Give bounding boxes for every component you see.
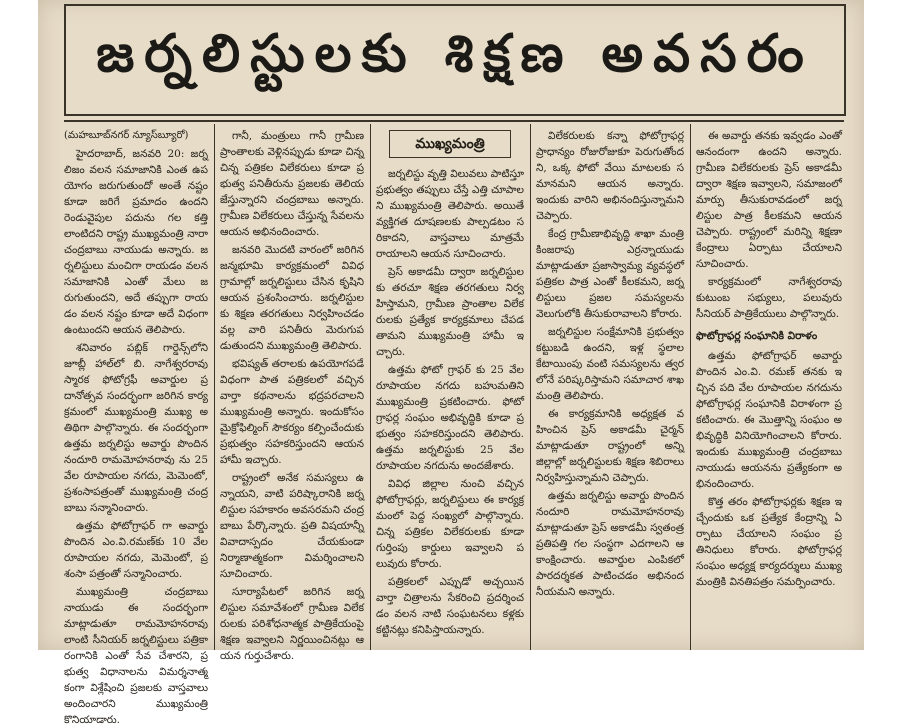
article-column-1 <box>64 128 208 726</box>
paragraph: ఉత్తమ ఫోటోగ్రాఫర్ గా అవార్డు పొందిన ఎం.వి.రమణ్‌కు 10 వేల రూపాయల నగదు, మెమెంటో, ప్రశంసా పత్రంతో సన్మానించారు. <box>64 520 208 580</box>
paragraph: రాష్ట్రంలో అనేక సమస్యలు ఉన్నాయని, వాటి పరిష్కారానికి జర్నలిస్టుల సహకారం అవసరమని చంద్రబాబు పేర్కొన్నారు. ప్రతి విషయాన్నీ వివాదాస్పదం చేయకుండా నిర్మాణాత్మకంగా విమర్శించాలని సూచించారు. <box>220 472 364 580</box>
paragraph: భవిష్యత్ తరాలకు ఉపయోగపడే విధంగా పాత పత్రికలలో వచ్చిన వార్తా కథనాలను భద్రపరచాలని ముఖ్యమంత్రి అన్నారు. ఇందుకోసం మైక్రోఫిల్మింగ్ సౌకర్యం కల్పించేందుకు ప్రభుత్వం సహకరిస్తుందని ఆయన హామీ ఇచ్చారు. <box>220 358 364 466</box>
column-divider <box>690 124 691 650</box>
paragraph: విలేకరులకు కన్నా ఫోటోగ్రాఫర్ల ప్రాధాన్యం రోజురోజుకూ పెరుగుతోందని, ఒక్క ఫోటో వేయి మాటలకు సమానమని ఆయన అన్నారు. ఇందుకు వారిని అభినందిస్తున్నామని చెప్పారు. <box>536 130 684 222</box>
paragraph: ఈ కార్యక్రమానికి అధ్యక్షత వహించిన ప్రెస్ అకాడమీ చైర్మన్ మాట్లాడుతూ రాష్ట్రంలో అన్ని జిల్లాల్లో జర్నలిస్టులకు శిక్షణ శిబిరాలు నిర్వహిస్తున్నామని చెప్పారు. <box>536 408 684 484</box>
paragraph: కొత్త తరం ఫోటోగ్రాఫర్లకు శిక్షణ ఇచ్చేందుకు ఒక ప్రత్యేక కేంద్రాన్ని ఏర్పాటు చేయాలని సంఘం ప్రతినిధులు కోరారు. ఫోటోగ్రాఫర్ల సంఘం అధ్యక్ష కార్యదర్శులు ముఖ్యమంత్రికి వినతిపత్రం సమర్పించారు. <box>696 496 842 588</box>
headline: జర్నలిస్టులకు శిక్షణ అవసరం <box>96 23 814 84</box>
paragraph: కార్యక్రమంలో నాగేశ్వరరావు కుటుంబ సభ్యులు, పలువురు సీనియర్ పాత్రికేయులు పాల్గొన్నారు. <box>696 276 842 320</box>
paragraph: జనవరి మొదటి వారంలో జరిగిన జన్మభూమి కార్యక్రమంలో వివిధ గ్రామాల్లో జర్నలిస్టులు చేసిన కృషిని ఆయన ప్రశంసించారు. జర్నలిస్టులకు శిక్షణ తరగతులు నిర్వహించడం వల్ల వారి పనితీరు మెరుగుపడుతుందని ముఖ్యమంత్రి తెలిపారు. <box>220 244 364 352</box>
subheading-donation: ఫొటోగ్రాఫర్ల సంఘానికి విరాళం <box>696 330 818 342</box>
paragraph: కేంద్ర గ్రామీణాభివృద్ధి శాఖా మంత్రి కింజరాపు ఎర్రన్నాయుడు మాట్లాడుతూ ప్రజాస్వామ్య వ్యవస్థలో పత్రికల పాత్ర ఎంతో కీలకమని, జర్నలిస్టులు ప్రజల సమస్యలను వెలుగులోకి తీసుకురావాలని కోరారు. <box>536 228 684 320</box>
paragraph: ప్రెస్ అకాడమీ ద్వారా జర్నలిస్టులకు తరచూ శిక్షణ తరగతులు నిర్వహిస్తామని, గ్రామీణ ప్రాంతాల విలేకరులకు ప్రత్యేక కార్యక్రమాలు చేపడతామని ముఖ్యమంత్రి హామీ ఇచ్చారు. <box>376 266 524 358</box>
headline-rule <box>64 120 844 122</box>
paragraph: పత్రికలలో ఎప్పుడో అచ్చయిన వార్తా చిత్రాలను సేకరించి ప్రదర్శించడం వలన నాటి సంఘటనలు కళ్లకు కట్టినట్లు కనిపిస్తాయన్నారు. <box>376 576 524 636</box>
paragraph: ఈ అవార్డు తనకు ఇవ్వడం ఎంతో ఆనందంగా ఉందని అన్నారు. గ్రామీణ విలేకరులకు ప్రెస్ అకాడమీ ద్వారా శిక్షణ ఇవ్వాలని, సమాజంలో మార్పు తీసుకురావడంలో జర్నలిస్టుల పాత్ర కీలకమని ఆయన చెప్పారు. రాష్ట్రంలో మరిన్ని శిక్షణా కేంద్రాలు ఏర్పాటు చేయాలని సూచించారు. <box>696 130 842 270</box>
column-divider <box>530 124 531 650</box>
byline: (మహబూబ్‌నగర్ న్యూస్‌బ్యూరో) <box>64 130 189 141</box>
paragraph: ఉత్తమ జర్నలిస్టు అవార్డు పొందిన నందూరి రామమోహనరావు మాట్లాడుతూ ప్రెస్ అకాడమీ స్వతంత్ర ప్రతిపత్తి గల సంస్థగా ఎదగాలని ఆకాంక్షించారు. అవార్డుల ఎంపికలో పారదర్శకత పాటించడం అభినందనీయమని అన్నారు. <box>536 490 684 598</box>
paragraph: ఉత్తమ ఫోటో గ్రాఫర్ కు 25 వేల రూపాయల నగదు బహుమతిని ముఖ్యమంత్రి ప్రకటించారు. ఫోటో గ్రాఫర్ల సంఘం అభివృద్ధికి కూడా ప్రభుత్వం సహకరిస్తుందని తెలిపారు. ఉత్తమ జర్నలిస్టుకు 25 వేల రూపాయల నగదును అందజేశారు. <box>376 364 524 472</box>
article-column-3 <box>376 128 524 648</box>
headline-box <box>64 4 846 116</box>
paragraph: వివిధ జిల్లాల నుంచి వచ్చిన ఫోటోగ్రాఫర్లు, జర్నలిస్టులు ఈ కార్యక్రమంలో పెద్ద సంఖ్యలో పాల్గొన్నారు. చిన్న పత్రికల విలేకరులకు కూడా గుర్తింపు కార్డులు ఇవ్వాలని పలువురు కోరారు. <box>376 478 524 570</box>
article-column-5 <box>696 128 842 648</box>
paragraph: జర్నలిస్టు వృత్తి విలువలు పాటిస్తూ ప్రభుత్వం తప్పులు చేస్తే ఎత్తి చూపాలని ముఖ్యమంత్రి తెలిపారు. అయితే వ్యక్తిగత దూషణలకు పాల్పడటం సరికాదని, వాస్తవాలు మాత్రమే రాయాలని ఆయన సూచించారు. <box>376 168 524 260</box>
paragraph: గానీ, మంత్రులు గానీ గ్రామీణ ప్రాంతాలకు వెళ్లినప్పుడు కూడా చిన్న చిన్న పత్రికల విలేకరులు కూడా ప్రభుత్వ పనితీరును ప్రజలకు తెలియజేస్తున్నారని చంద్రబాబు అన్నారు. గ్రామీణ విలేకరులు చేస్తున్న సేవలను ఆయన అభినందించారు. <box>220 130 364 238</box>
newspaper-clipping <box>38 0 864 726</box>
column-divider <box>370 124 371 650</box>
article-column-4 <box>536 128 684 648</box>
paragraph: హైదరాబాద్, జనవరి 20: జర్నలిజం వలన సమాజానికి ఎంత ఉపయోగం జరుగుతుందో అంతే నష్టం కూడా జరిగే ప్రమాదం ఉందని రెండువైపుల పదును గల కత్తి లాంటిదని రాష్ట్ర ముఖ్యమంత్రి నారా చంద్రబాబు నాయుడు అన్నారు. జర్నలిస్టులు మంచిగా రాయడం వలన సమాజానికి ఎంతో మేలు జరుగుతుందని, అదే తప్పుగా రాయడం వలన నష్టం కూడా అదే విధంగా ఉంటుందని ఆయన తెలిపారు. <box>64 148 208 336</box>
paragraph: సూర్యాపేటలో జరిగిన జర్నలిస్టుల సమావేశంలో గ్రామీణ విలేకరులకు పరిశోధనాత్మక పాత్రికేయంపై శిక్షణ ఇవ్వాలని నిర్ణయించినట్లు ఆయన గుర్తుచేశారు. <box>220 586 364 662</box>
paragraph: శనివారం పబ్లిక్ గార్డెన్స్‌లోని జూబ్లీ హాల్‌లో బి. నాగేశ్వరరావు స్మారక ఫోటోగ్రఫీ అవార్డుల ప్రదానోత్సవ సందర్భంగా జరిగిన కార్యక్రమంలో ముఖ్యమంత్రి ముఖ్య అతిథిగా పాల్గొన్నారు. ఈ సందర్భంగా ఉత్తమ జర్నలిస్టు అవార్డు పొందిన నందూరి రామమోహనరావు ను 25 వేల రూపాయల నగదు, మెమెంటో, ప్రశంసాపత్రంతో ముఖ్యమంత్రి చంద్రబాబు సన్మానించారు. <box>64 342 208 514</box>
column-divider <box>214 124 215 650</box>
subheading-box <box>389 130 511 158</box>
paragraph: జర్నలిస్టుల సంక్షేమానికి ప్రభుత్వం కట్టుబడి ఉందని, ఇళ్ల స్థలాల కేటాయింపు వంటి సమస్యలను త్వరలోనే పరిష్కరిస్తామని సమాచార శాఖ మంత్రి తెలిపారు. <box>536 326 684 402</box>
article-column-2 <box>220 128 364 662</box>
paragraph: ఉత్తమ ఫోటోగ్రాఫర్ అవార్డు పొందిన ఎం.వి. రమణ్ తనకు ఇచ్చిన పది వేల రూపాయల నగదును ఫోటోగ్రాఫర్ల సంఘానికి విరాళంగా ప్రకటించారు. ఈ మొత్తాన్ని సంఘం అభివృద్ధికి వినియోగించాలని కోరారు. ఇందుకు ముఖ్యమంత్రి చంద్రబాబు నాయుడు ఆయనను ప్రత్యేకంగా అభినందించారు. <box>696 350 842 490</box>
subheading: ముఖ్యమంత్రి <box>415 136 485 152</box>
paragraph: ముఖ్యమంత్రి చంద్రబాబు నాయుడు ఈ సందర్భంగా మాట్లాడుతూ రామమోహనరావు లాంటి సీనియర్ జర్నలిస్టులు పత్రికా రంగానికి ఎంతో సేవ చేశారని, ప్రభుత్వ విధానాలను విమర్శనాత్మకంగా విశ్లేషించి ప్రజలకు వాస్తవాలు అందించారని ముఖ్యమంత్రి కొనియాడారు. <box>64 586 208 726</box>
